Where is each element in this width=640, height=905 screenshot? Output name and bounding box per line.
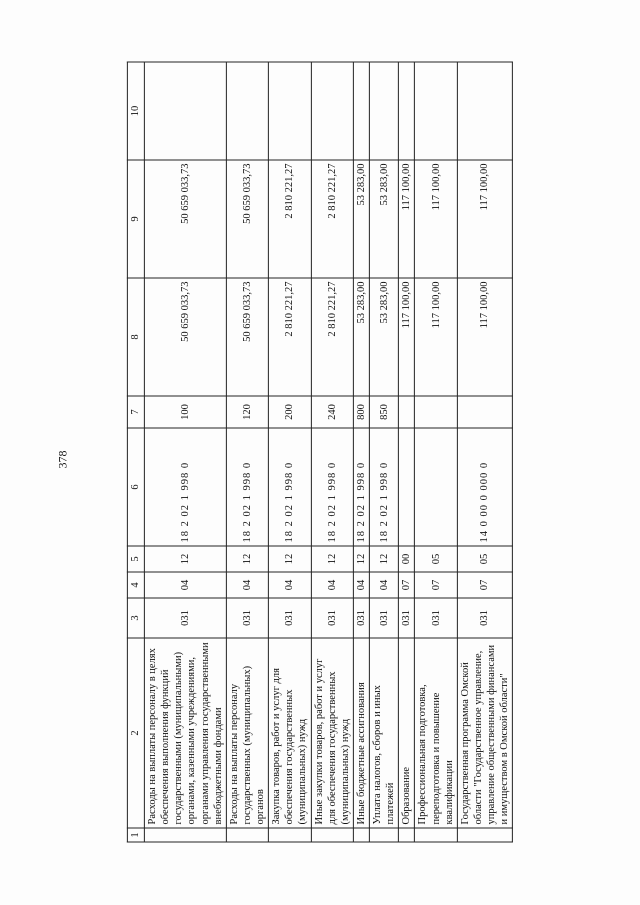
row-name-cell: Закупка товаров, работ и услуг для обеспечения государственных (муниципальных) нужд [269, 638, 311, 828]
subsection-cell: 12 [226, 546, 268, 572]
table-row [144, 62, 226, 842]
amount-cell [311, 62, 353, 160]
amount-cell: 53 283,00 [369, 160, 398, 278]
row-name-cell: Расходы на выплаты персоналу государственных (муниципальных) органов [226, 638, 268, 828]
column-header: 10 [127, 62, 144, 160]
subsection-cell: 12 [311, 546, 353, 572]
expense-type-cell [415, 396, 457, 428]
amount-cell: 2 810 221,27 [269, 160, 311, 278]
expense-type-cell: 800 [353, 396, 369, 428]
column-header: 6 [127, 428, 144, 546]
expense-type-cell [399, 396, 415, 428]
admin-code-cell: 031 [457, 598, 513, 638]
section-cell: 04 [311, 572, 353, 598]
row-index-cell [226, 828, 268, 842]
column-header: 7 [127, 396, 144, 428]
column-header: 2 [127, 638, 144, 828]
target-article-cell: 18 2 02 1 998 0 [144, 428, 226, 546]
column-header: 8 [127, 278, 144, 396]
row-index-cell [399, 828, 415, 842]
row-name-cell: Образование [399, 638, 415, 828]
amount-cell: 117 100,00 [399, 278, 415, 396]
amount-cell: 53 283,00 [369, 278, 398, 396]
amount-cell: 50 659 033,73 [144, 160, 226, 278]
target-article-cell: 18 2 02 1 998 0 [226, 428, 268, 546]
table-row [226, 62, 268, 842]
amount-cell: 117 100,00 [457, 278, 513, 396]
target-article-cell: 14 0 00 0 000 0 [457, 428, 513, 546]
page-number: 378 [55, 450, 70, 469]
expense-type-cell: 850 [369, 396, 398, 428]
row-name-cell: Расходы на выплаты персоналу в целях обеспечения выполнения функций государственными (муниципальными) органами, казенными учреждениями, органами управления государственными внебюджетными фондами [144, 638, 226, 828]
table-row [269, 62, 311, 842]
amount-cell: 117 100,00 [415, 160, 457, 278]
header-row [127, 62, 144, 842]
amount-cell: 50 659 033,73 [144, 278, 226, 396]
amount-cell [269, 62, 311, 160]
admin-code-cell: 031 [144, 598, 226, 638]
amount-cell [353, 62, 369, 160]
section-cell: 04 [226, 572, 268, 598]
amount-cell [415, 62, 457, 160]
row-name-cell: Профессиональная подготовка, переподготовка и повышение квалификации [415, 638, 457, 828]
amount-cell: 2 810 221,27 [311, 278, 353, 396]
target-article-cell [399, 428, 415, 546]
subsection-cell: 00 [399, 546, 415, 572]
admin-code-cell: 031 [369, 598, 398, 638]
expense-type-cell: 200 [269, 396, 311, 428]
section-cell: 04 [369, 572, 398, 598]
admin-code-cell: 031 [269, 598, 311, 638]
amount-cell: 117 100,00 [457, 160, 513, 278]
table-row [457, 62, 513, 842]
table-row [311, 62, 353, 842]
column-header: 4 [127, 572, 144, 598]
amount-cell: 117 100,00 [399, 160, 415, 278]
budget-table [127, 62, 513, 843]
table-row [369, 62, 398, 842]
table-row [415, 62, 457, 842]
column-header: 3 [127, 598, 144, 638]
column-header: 5 [127, 546, 144, 572]
section-cell: 04 [269, 572, 311, 598]
target-article-cell [415, 428, 457, 546]
table-row [399, 62, 415, 842]
column-header: 1 [127, 828, 144, 842]
row-index-cell [269, 828, 311, 842]
row-name-cell: Государственная программа Омской области "Государственное управление, управление общественными финансами и имуществом в Омской области" [457, 638, 513, 828]
subsection-cell: 12 [144, 546, 226, 572]
row-name-cell: Уплата налогов, сборов и иных платежей [369, 638, 398, 828]
row-index-cell [457, 828, 513, 842]
amount-cell: 117 100,00 [415, 278, 457, 396]
admin-code-cell: 031 [415, 598, 457, 638]
amount-cell: 53 283,00 [353, 278, 369, 396]
amount-cell [457, 62, 513, 160]
admin-code-cell: 031 [311, 598, 353, 638]
amount-cell: 53 283,00 [353, 160, 369, 278]
section-cell: 07 [457, 572, 513, 598]
amount-cell: 50 659 033,73 [226, 278, 268, 396]
section-cell: 07 [415, 572, 457, 598]
subsection-cell: 12 [353, 546, 369, 572]
row-index-cell [353, 828, 369, 842]
section-cell: 07 [399, 572, 415, 598]
admin-code-cell: 031 [353, 598, 369, 638]
expense-type-cell [457, 396, 513, 428]
row-index-cell [144, 828, 226, 842]
row-index-cell [369, 828, 398, 842]
target-article-cell: 18 2 02 1 998 0 [311, 428, 353, 546]
amount-cell: 2 810 221,27 [269, 278, 311, 396]
amount-cell [226, 62, 268, 160]
admin-code-cell: 031 [399, 598, 415, 638]
subsection-cell: 05 [415, 546, 457, 572]
amount-cell: 2 810 221,27 [311, 160, 353, 278]
expense-type-cell: 240 [311, 396, 353, 428]
expense-type-cell: 100 [144, 396, 226, 428]
row-index-cell [311, 828, 353, 842]
target-article-cell: 18 2 02 1 998 0 [269, 428, 311, 546]
row-name-cell: Иные бюджетные ассигнования [353, 638, 369, 828]
row-index-cell [415, 828, 457, 842]
expense-type-cell: 120 [226, 396, 268, 428]
table-row [353, 62, 369, 842]
subsection-cell: 05 [457, 546, 513, 572]
amount-cell [399, 62, 415, 160]
section-cell: 04 [144, 572, 226, 598]
admin-code-cell: 031 [226, 598, 268, 638]
amount-cell: 50 659 033,73 [226, 160, 268, 278]
column-header: 9 [127, 160, 144, 278]
amount-cell [144, 62, 226, 160]
row-name-cell: Иные закупки товаров, работ и услуг для обеспечения государственных (муниципальных) нужд [311, 638, 353, 828]
section-cell: 04 [353, 572, 369, 598]
target-article-cell: 18 2 02 1 998 0 [369, 428, 398, 546]
subsection-cell: 12 [269, 546, 311, 572]
target-article-cell: 18 2 02 1 998 0 [353, 428, 369, 546]
subsection-cell: 12 [369, 546, 398, 572]
amount-cell [369, 62, 398, 160]
